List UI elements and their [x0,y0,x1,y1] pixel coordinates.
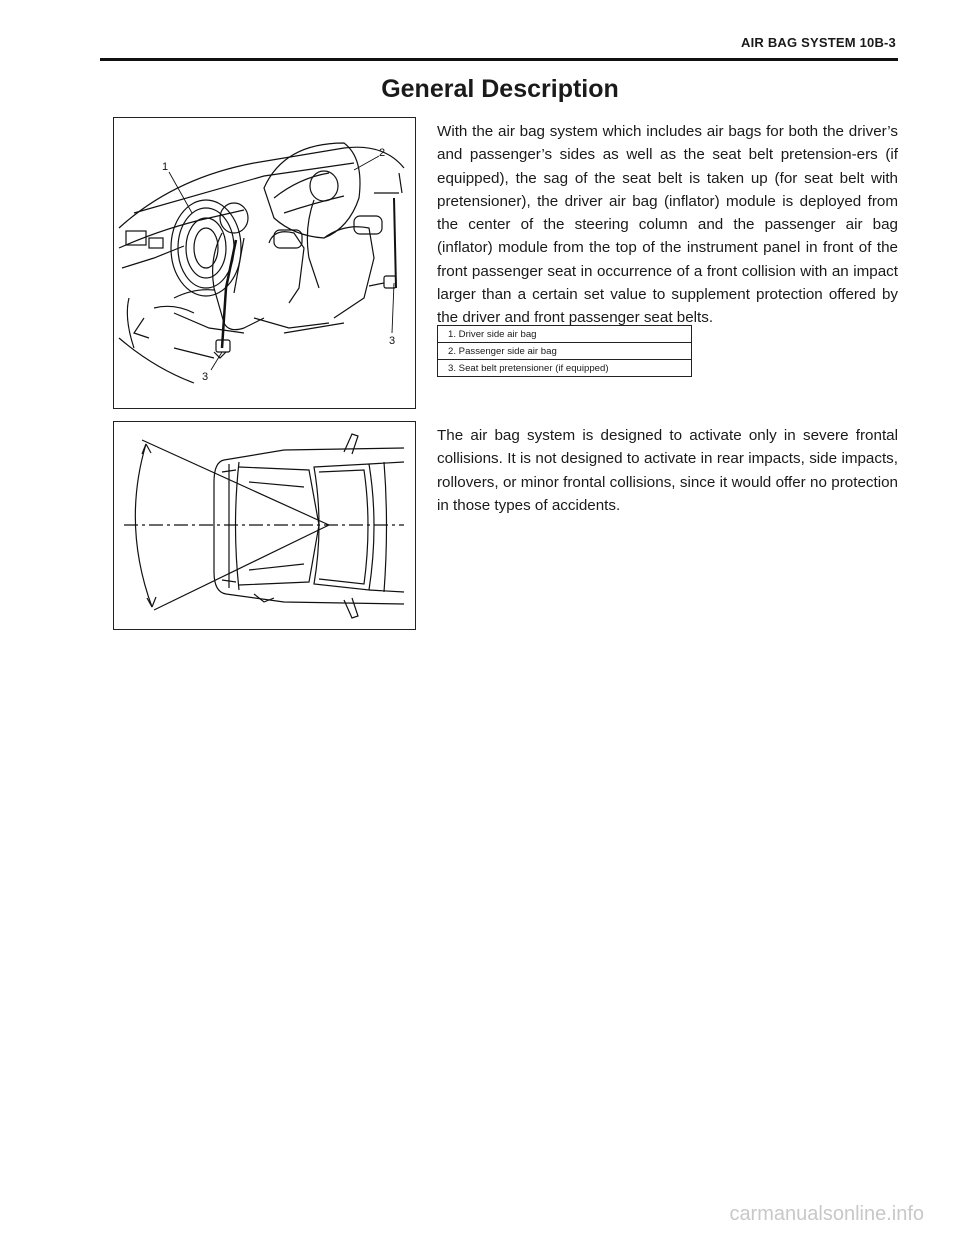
watermark: carmanualsonline.info [729,1203,924,1225]
callout-1: 1 [162,161,169,173]
legend-item-1: 1. Driver side air bag [438,326,692,343]
callout-2: 2 [379,147,386,159]
description-paragraph-1: With the air bag system which includes air bags for both the driver’s and passenger’s sides as well as the seat belt pretension-ers (if equipped), the sag of the seat belt is taken up (for seat belt with pretensioner), the driver air bag (inflator) module is deployed from the center of the steering column and the passenger air bag (inflator) module from the top of the instrument panel in front of the front passenger seat in occurrence of a front collision with an impact larger than a certain set value to supplement protection offered by the driver and front passenger seat belts. [437,123,898,327]
activation-zone-figure [113,421,416,630]
figure-legend [437,325,692,377]
airbag-interior-figure [113,117,416,409]
callout-3-left: 3 [202,371,209,383]
activation-zone-illustration [114,422,415,629]
header-rule [100,58,898,61]
description-paragraph-2: The air bag system is designed to activate only in severe frontal collisions. It is not designed to activate in rear impacts, side impacts, rollovers, or minor frontal collisions, since it would offer no protection in those types of accidents. [437,427,898,514]
running-header: AIR BAG SYSTEM 10B-3 [741,35,896,50]
page-title: General Description [381,75,619,103]
legend-item-2: 2. Passenger side air bag [438,343,692,360]
callout-3-right: 3 [389,335,396,347]
legend-item-3: 3. Seat belt pretensioner (if equipped) [438,360,692,377]
airbag-interior-illustration [114,118,415,408]
